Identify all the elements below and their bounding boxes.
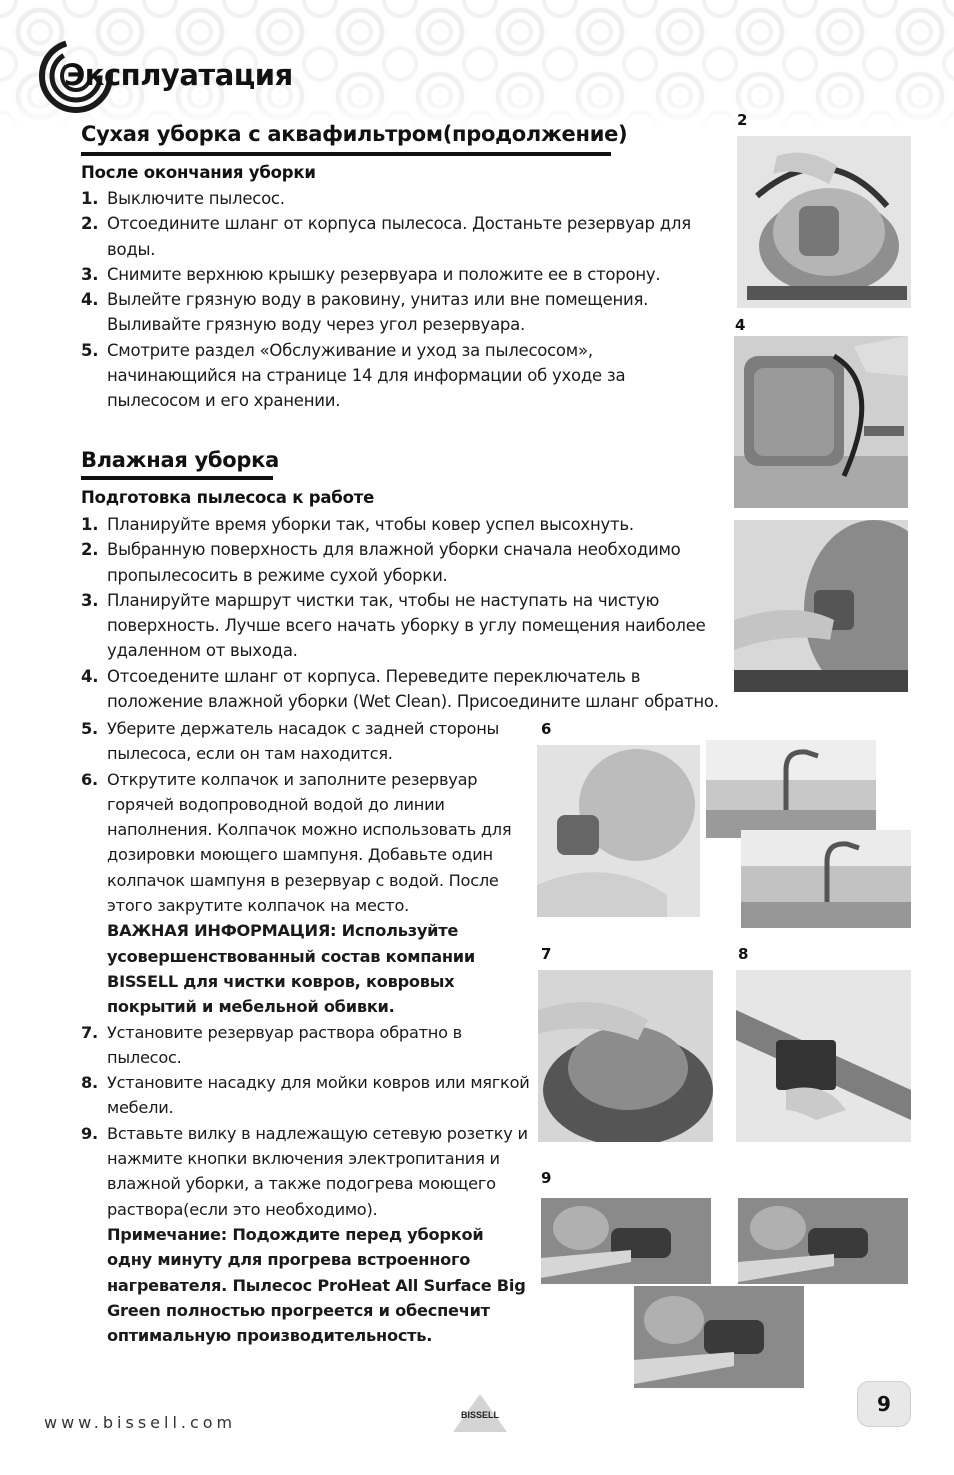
list-item: 4. Вылейте грязную воду в раковину, унитаз или вне помещения. Выливайте грязную воду через угол резервуара.	[81, 290, 649, 335]
list-item: 9. Вставьте вилку в надлежащую сетевую розетку и нажмите кнопки включения электропитания и влажной уборки, а также подогрева моющего раствора(если это необходимо). Примечание: Подождите перед уборкой одну минуту для прогрева встроенного нагревателя. Пылесос ProHeat All Surface Big Green полностью прогреется и обеспечит оптимальную производительность.	[81, 1121, 531, 1349]
list-item: 3. Снимите верхнюю крышку резервуара и положите ее в сторону.	[81, 264, 661, 284]
figure-label-2: 2	[737, 111, 748, 129]
photo-buttons-3	[634, 1286, 804, 1388]
subhead-preparation: Подготовка пылесоса к работе	[81, 488, 375, 507]
page-title: Эксплуатация	[64, 58, 293, 92]
dry-steps-list	[81, 186, 691, 414]
list-item: 1. Планируйте время уборки так, чтобы ковер успел высохнуть.	[81, 515, 634, 534]
wet-steps-list-top	[81, 512, 731, 714]
logo-text: BISSELL	[460, 1410, 500, 1420]
photo-fill-tank	[537, 745, 700, 917]
figure-label-9: 9	[541, 1169, 552, 1187]
section-rule-wet	[81, 476, 273, 480]
list-item: 2. Выбранную поверхность для влажной уборки сначала необходимо пропылесосить в режиме сухой уборки.	[81, 540, 681, 585]
photo-buttons-2	[738, 1198, 908, 1284]
section-title-wet: Влажная уборка	[81, 448, 279, 472]
list-item: 5. Смотрите раздел «Обслуживание и уход за пылесосом», начинающийся на странице 14 для информации об уходе за пылесосом и его хранении.	[81, 340, 626, 411]
list-item: 6. Открутите колпачок и заполните резервуар горячей водопроводной водой до линии наполнения. Колпачок можно использовать для дозировки моющего шампуня. Добавьте один колпачок шампуня в резервуар с водой. После этого закрутите колпачок на место. ВАЖНАЯ ИНФОРМАЦИЯ: Используйте усовершенствованный состав компании BISSELL для чистки ковров, ковровых покрытий и мебельной обивки.	[81, 767, 531, 1020]
photo-install-tank	[538, 970, 713, 1142]
list-item: 3. Планируйте маршрут чистки так, чтобы не наступать на чистую поверхность. Лучше всего начать уборку в углу помещения наиболее удаленном от выхода.	[81, 590, 706, 661]
list-item: 2. Отсоедините шланг от корпуса пылесоса. Достаньте резервуар для воды.	[81, 214, 691, 259]
figure-label-7: 7	[541, 945, 552, 963]
photo-pour-water	[734, 336, 908, 508]
photo-faucet-1	[706, 740, 876, 838]
subhead-after-cleaning: После окончания уборки	[81, 163, 316, 182]
important-note: ВАЖНАЯ ИНФОРМАЦИЯ: Используйте усовершенствованный состав компании BISSELL для чистки ковров, ковровых покрытий и мебельной обивки.	[107, 921, 475, 1017]
footer-url: www.bissell.com	[44, 1413, 237, 1432]
bissell-logo	[449, 1392, 511, 1434]
list-item: 4. Отсоедените шланг от корпуса. Переведите переключатель в положение влажной уборки (Wet Clean). Присоедините шланг обратно.	[81, 666, 719, 712]
photo-switch-position	[734, 520, 908, 692]
list-item: 5. Уберите держатель насадок с задней стороны пылесоса, если он там находится.	[81, 719, 500, 764]
list-item: 8. Установите насадку для мойки ковров или мягкой мебели.	[81, 1073, 530, 1118]
section-rule-dry	[81, 152, 611, 156]
photo-buttons-1	[541, 1198, 711, 1284]
section-title-dry: Сухая уборка с аквафильтром(продолжение)	[81, 122, 628, 146]
list-item: 7. Установите резервуар раствора обратно в пылесос.	[81, 1022, 462, 1067]
list-item: 1. Выключите пылесос.	[81, 189, 285, 208]
preheat-note: Примечание: Подождите перед уборкой одну минуту для прогрева встроенного нагревателя. Пылесос ProHeat All Surface Big Green полностью прогреется и обеспечит оптимальную производительность.	[107, 1224, 526, 1346]
page-number: 9	[857, 1381, 911, 1427]
figure-label-4a: 4	[735, 316, 746, 334]
figure-label-8: 8	[738, 945, 749, 963]
photo-faucet-2	[741, 830, 911, 928]
figure-label-6: 6	[541, 720, 552, 738]
photo-attach-tool	[736, 970, 911, 1142]
wet-steps-list-bottom	[81, 716, 531, 1348]
photo-tank-removal	[737, 136, 911, 308]
